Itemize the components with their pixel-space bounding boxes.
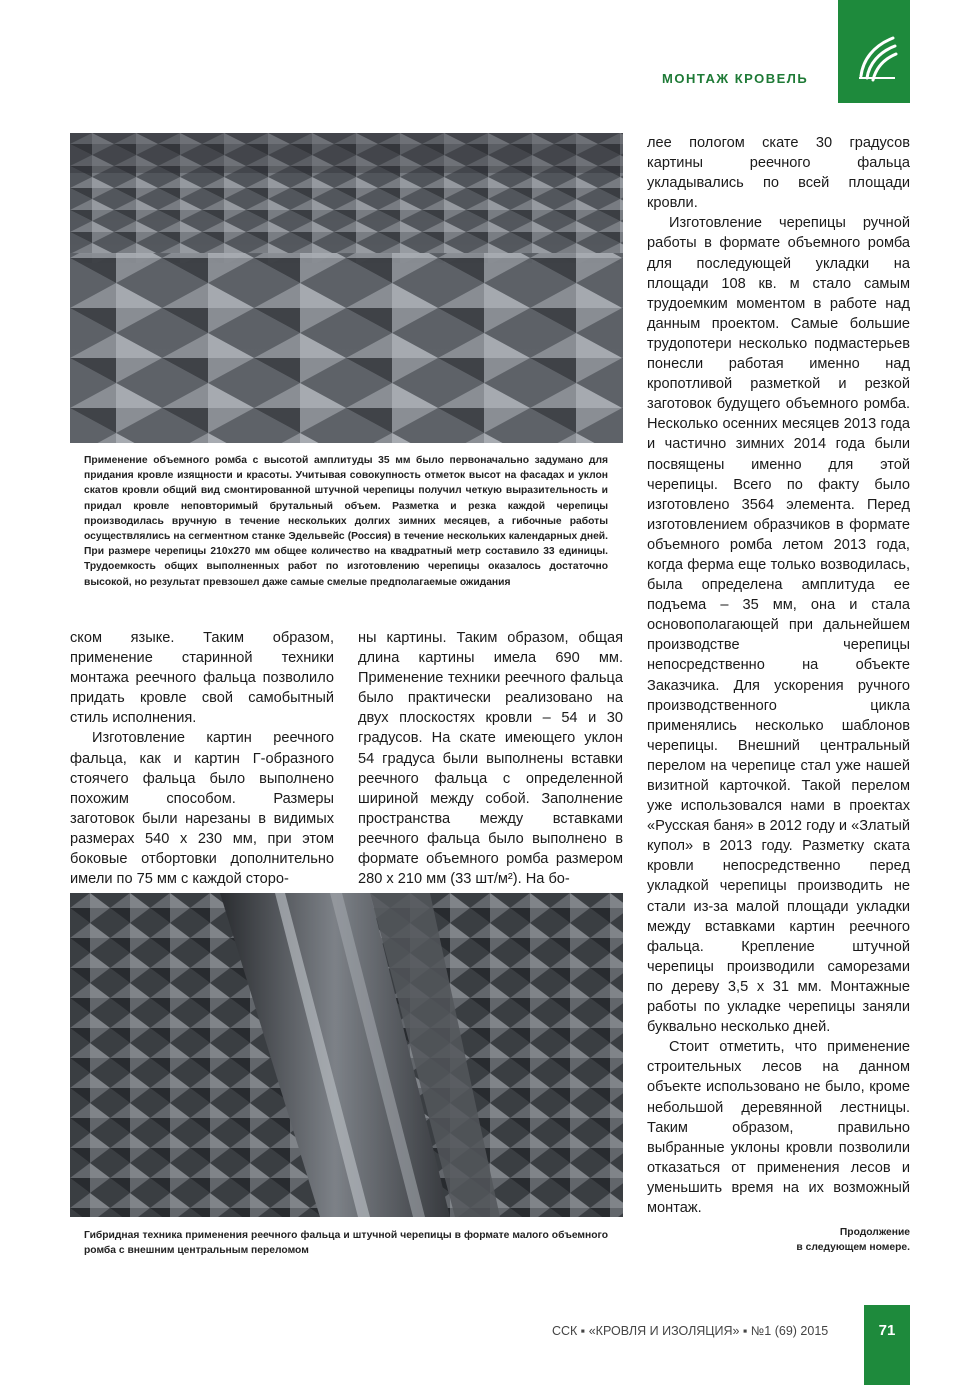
diamond-shingle-roof-photo-icon bbox=[70, 133, 623, 443]
continued-note bbox=[796, 1225, 910, 1255]
paragraph: Изготовление картин реечного фальца, как и картин Г-образного стоячего фальца было выполнено похожим способом. Размеры заготовок были нарезаны в видимых размерах 540 х 230 мм, при этом боковые отбортовки дополнительно имели по 75 мм с каждой сторо- bbox=[70, 730, 334, 888]
photo-caption-top: Применение объемного ромба с высотой амплитуды 35 мм было первоначально задумано для придания кровле изящности и красоты. Учитывая совокупность отметок высот на фасадах и уклон скатов кровли общий вид смонтированной штучной черепицы получил четкую выразительность и придал кровле неповторимый брутальный объем. Разметка и резка каждой черепицы производилась вручную в течение нескольких долгих зимних месяцев, а гибочные работы осуществлялись на сегментном станке Эдельвейс (Россия) в течение нескольких календарных дней. При размере черепицы 210х270 мм общее количество на квадратный метр составило 33 единицы. Трудоемкость общих выполненных работ по изготовлению черепицы оказалось достаточно высокой, но результат превзошел даже самые смелые предполагаемые ожидания bbox=[84, 455, 608, 588]
page-number-tab bbox=[864, 1305, 910, 1385]
article-column-right bbox=[647, 133, 910, 1218]
page-number: 71 bbox=[878, 1322, 896, 1339]
section-title: МОНТАЖ КРОВЕЛЬ bbox=[662, 71, 809, 86]
roof-photo-bottom bbox=[70, 893, 623, 1217]
roof-photo-top bbox=[70, 133, 623, 443]
footer-publication: ССК ▪ «КРОВЛЯ И ИЗОЛЯЦИЯ» ▪ №1 (69) 2015 bbox=[552, 1324, 829, 1338]
paragraph: ском языке. Таким образом, применение старинной техники монтажа реечного фальца позволило придать кровле свой самобытный стиль исполнения. bbox=[70, 630, 334, 727]
paragraph: Изготовление черепицы ручной работы в формате объемного ромба для последующей укладки на площади 108 кв. м стало самым трудоемким моментом в работе над данным проектом. Самые большие трудопотери несколько подмастерьев понесли работая именно над кропотливой разметкой и резкой заготовок будущего объемного ромба. Несколько осенних месяцев 2013 года и частично зимних 2014 года были посвящены именно для этой черепицы. Всего по факту было изготовлено 3564 элемента. Перед изготовлением образчиков в формате объемного ромба летом 2013 года, когда ферма еще только возводилась, была определена амплитуда ее подъема – 35 мм, она и стала основополагающей при дальнейшем производстве черепицы непосредственно на объекте Заказчика. Для ускорения ручного производственного цикла применялись несколько шаблонов черепицы. Внешний центральный перелом на черепице стал уже нашей визитной карточкой. Такой перелом уже использовался нами в проектах «Русская баня» в 2012 году и «Злaтый купол» в 2013 году. Разметку ската кровли непосредственно перед укладкой черепицы производить не стали из-за малой площади укладки между вставками картин реечного фальца. Крепление штучной черепицы производили саморезами по дереву 3,5 х 31 мм. Монтажные работы по укладке черепицы заняли буквально несколько дней. bbox=[647, 215, 910, 1036]
paragraph: ны картины. Таким образом, общая длина картины имела 690 мм. Применение техники реечного фальца было практически реализовано на двух плоскостях кровли – 54 и 30 градусов. На скате имеющего уклон 54 градуса были выполнены вставки реечного фальца с определенной шириной между собой. Заполнение пространства между вставками реечного фальца было выполнено в формате объемного ромба размером 280 х 210 мм (33 шт/м²). На бо- bbox=[358, 630, 623, 888]
continued-line: в следующем номере. bbox=[796, 1242, 910, 1253]
standing-seam-and-diamond-shingle-photo-icon bbox=[70, 893, 623, 1217]
leaf-logo-icon bbox=[855, 32, 899, 82]
paragraph: Стоит отметить, что применение строительных лесов на данном объекте использовано не было, кроме небольшой деревянной лестницы. Таким образом, правильно выбранные уклоны кровли позволили отказаться от применения лесов и уменьшить время на их возможный монтаж. bbox=[647, 1039, 910, 1216]
photo-caption-bottom: Гибридная техника применения реечного фальца и штучной черепицы в формате малого объемного ромба с внешним центральным переломом bbox=[84, 1230, 608, 1257]
article-column-left bbox=[70, 628, 334, 889]
paragraph: лее пологом скате 30 градусов картины реечного фальца укладывались по всей площади кровли. bbox=[647, 135, 910, 212]
article-column-middle bbox=[358, 628, 623, 889]
continued-line: Продолжение bbox=[839, 1227, 910, 1238]
